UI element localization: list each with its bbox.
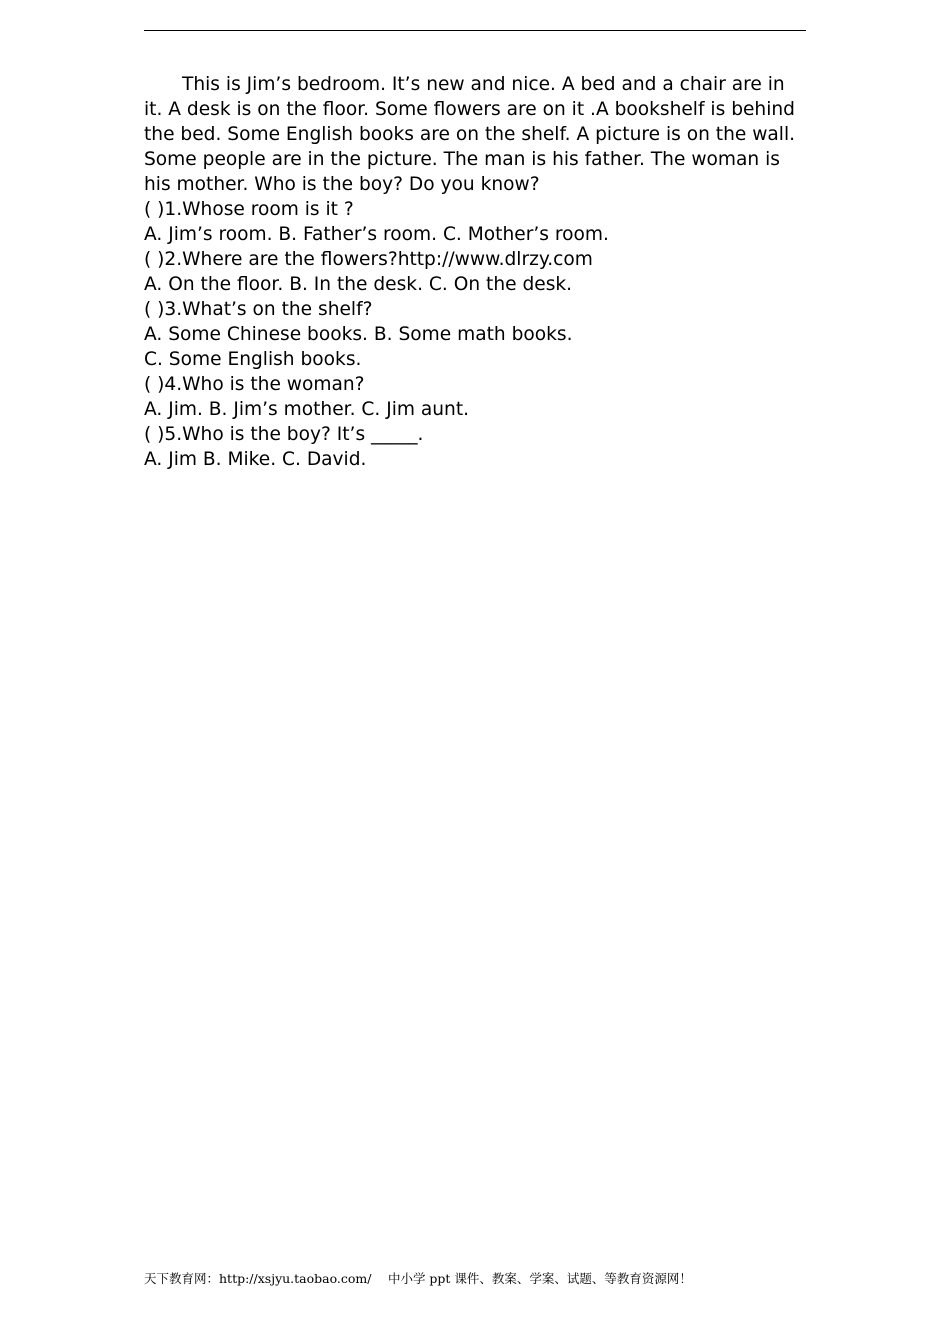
question-4: ( )4.Who is the woman?	[144, 374, 365, 395]
question-5-options: A. Jim B. Mike. C. David.	[144, 449, 367, 470]
page-footer: 天下教育网：http://xsjyu.taobao.com/ 中小学 ppt 课件、教案、学案、试题、等教育资源网！	[144, 1271, 692, 1286]
question-3-options-line-2: C. Some English books.	[144, 349, 362, 370]
reading-passage: This is Jim’s bedroom. It’s new and nice. A bed and a chair are in it. A desk is on the floor. Some flowers are on it .A bookshelf is behind the bed. Some English books are on the shelf. A picture is on the wall. Some people are in the picture. The man is his father. The woman is his mother. Who is the boy? Do you know?	[144, 74, 796, 195]
question-3-options-line-1: A. Some Chinese books. B. Some math books.	[144, 324, 573, 345]
question-3: ( )3.What’s on the shelf?	[144, 299, 373, 320]
question-1: ( )1.Whose room is it ?	[144, 199, 354, 220]
question-1-options: A. Jim’s room. B. Father’s room. C. Mother’s room.	[144, 224, 609, 245]
question-2: ( )2.Where are the flowers?http://www.dlrzy.com	[144, 249, 593, 270]
document-body	[144, 72, 806, 472]
question-5: ( )5.Who is the boy? It’s _____.	[144, 424, 424, 445]
question-4-options: A. Jim. B. Jim’s mother. C. Jim aunt.	[144, 399, 470, 420]
question-2-options: A. On the floor. B. In the desk. C. On the desk.	[144, 274, 573, 295]
header-rule	[144, 30, 806, 31]
